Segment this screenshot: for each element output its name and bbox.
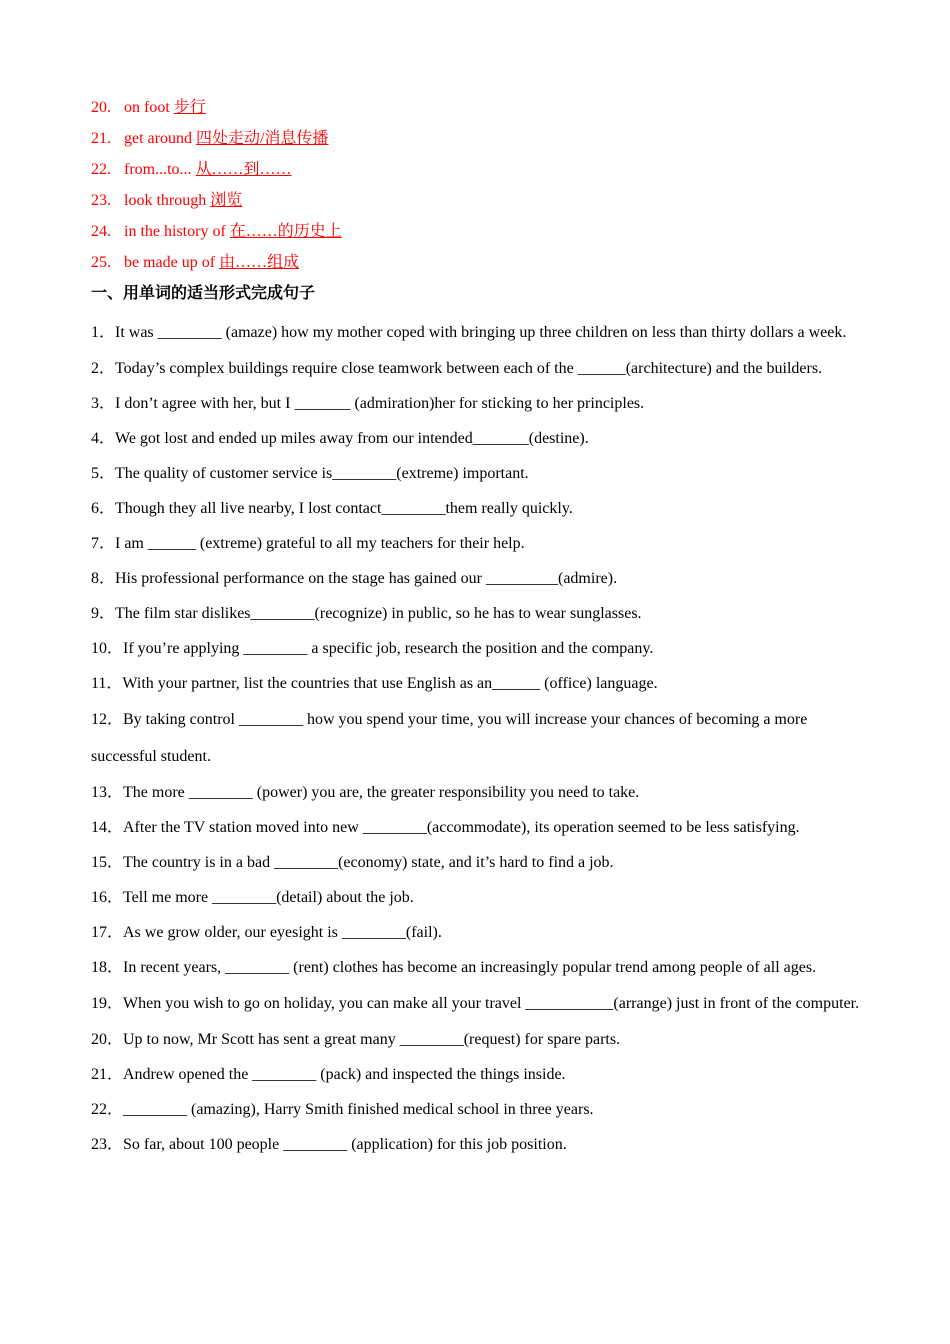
question-item: 14．After the TV station moved into new ________(accommodate), its operation seemed to be less satisfying.: [91, 819, 800, 836]
section-title: 一、用单词的适当形式完成句子: [91, 283, 316, 302]
question-item: 17．As we grow older, our eyesight is ________(fail).: [91, 924, 442, 941]
phrase-english: look through: [124, 192, 207, 209]
question-item: 7．I am ______ (extreme) grateful to all my teachers for their help.: [91, 535, 525, 552]
question-item: 19．When you wish to go on holiday, you can make all your travel ___________(arrange) just in front of the computer.: [91, 995, 860, 1012]
question-item: 8．His professional performance on the stage has gained our _________(admire).: [91, 570, 618, 587]
question-item: 5．The quality of customer service is________(extreme) important.: [91, 465, 529, 482]
phrase-chinese: 四处走动/消息传播: [195, 130, 329, 147]
question-item: 3．I don’t agree with her, but I _______ (admiration)her for sticking to her principles.: [91, 395, 645, 412]
question-item: 10．If you’re applying ________ a specific job, research the position and the company.: [91, 640, 654, 657]
question-item: 23．So far, about 100 people ________ (application) for this job position.: [91, 1136, 567, 1153]
phrase-item: [91, 219, 866, 250]
question-item: 15．The country is in a bad ________(economy) state, and it’s hard to find a job.: [91, 854, 614, 871]
phrase-chinese: 从……到……: [195, 161, 292, 178]
phrase-chinese: 浏览: [210, 192, 243, 209]
phrase-item: [91, 126, 866, 157]
question-item: 21．Andrew opened the ________ (pack) and inspected the things inside.: [91, 1066, 566, 1083]
question-item: 13．The more ________ (power) you are, the greater responsibility you need to take.: [91, 784, 640, 801]
phrase-english: from...to...: [124, 161, 192, 178]
phrase-english: on foot: [124, 99, 170, 116]
phrase-number: 24.: [91, 223, 111, 240]
question-item: 20．Up to now, Mr Scott has sent a great many ________(request) for spare parts.: [91, 1031, 621, 1048]
phrase-item: [91, 188, 866, 219]
question-list: [91, 314, 866, 1162]
phrase-number: 21.: [91, 130, 111, 147]
phrase-item: [91, 157, 866, 188]
phrase-chinese: 步行: [173, 99, 206, 116]
question-item: 22．________ (amazing), Harry Smith finished medical school in three years.: [91, 1101, 594, 1118]
question-item: 12．By taking control ________ how you spend your time, you will increase your chances of becoming a more successful student.: [91, 711, 808, 765]
question-item: 18．In recent years, ________ (rent) clothes has become an increasingly popular trend among people of all ages.: [91, 959, 817, 976]
question-item: 4．We got lost and ended up miles away from our intended_______(destine).: [91, 430, 589, 447]
phrase-chinese: 由……组成: [219, 254, 300, 271]
question-item: 11．With your partner, list the countries that use English as an______ (office) language.: [91, 675, 658, 692]
phrase-chinese: 在……的历史上: [229, 223, 342, 240]
phrase-number: 20.: [91, 99, 111, 116]
phrase-number: 23.: [91, 192, 111, 209]
question-item: 16．Tell me more ________(detail) about the job.: [91, 889, 414, 906]
phrase-english: be made up of: [124, 254, 216, 271]
phrase-answer-list: [91, 95, 866, 281]
question-item: 2．Today’s complex buildings require close teamwork between each of the ______(architecture) and the builders.: [91, 360, 823, 377]
question-item: 9．The film star dislikes________(recognize) in public, so he has to wear sunglasses.: [91, 605, 642, 622]
phrase-english: get around: [124, 130, 192, 147]
document-page: [91, 95, 866, 1167]
phrase-number: 22.: [91, 161, 111, 178]
question-item: 6．Though they all live nearby, I lost contact________them really quickly.: [91, 500, 573, 517]
question-item: 1．It was ________ (amaze) how my mother coped with bringing up three children on less than thirty dollars a week.: [91, 324, 847, 341]
phrase-item: [91, 250, 866, 281]
phrase-english: in the history of: [124, 223, 226, 240]
phrase-number: 25.: [91, 254, 111, 271]
phrase-item: [91, 95, 866, 126]
